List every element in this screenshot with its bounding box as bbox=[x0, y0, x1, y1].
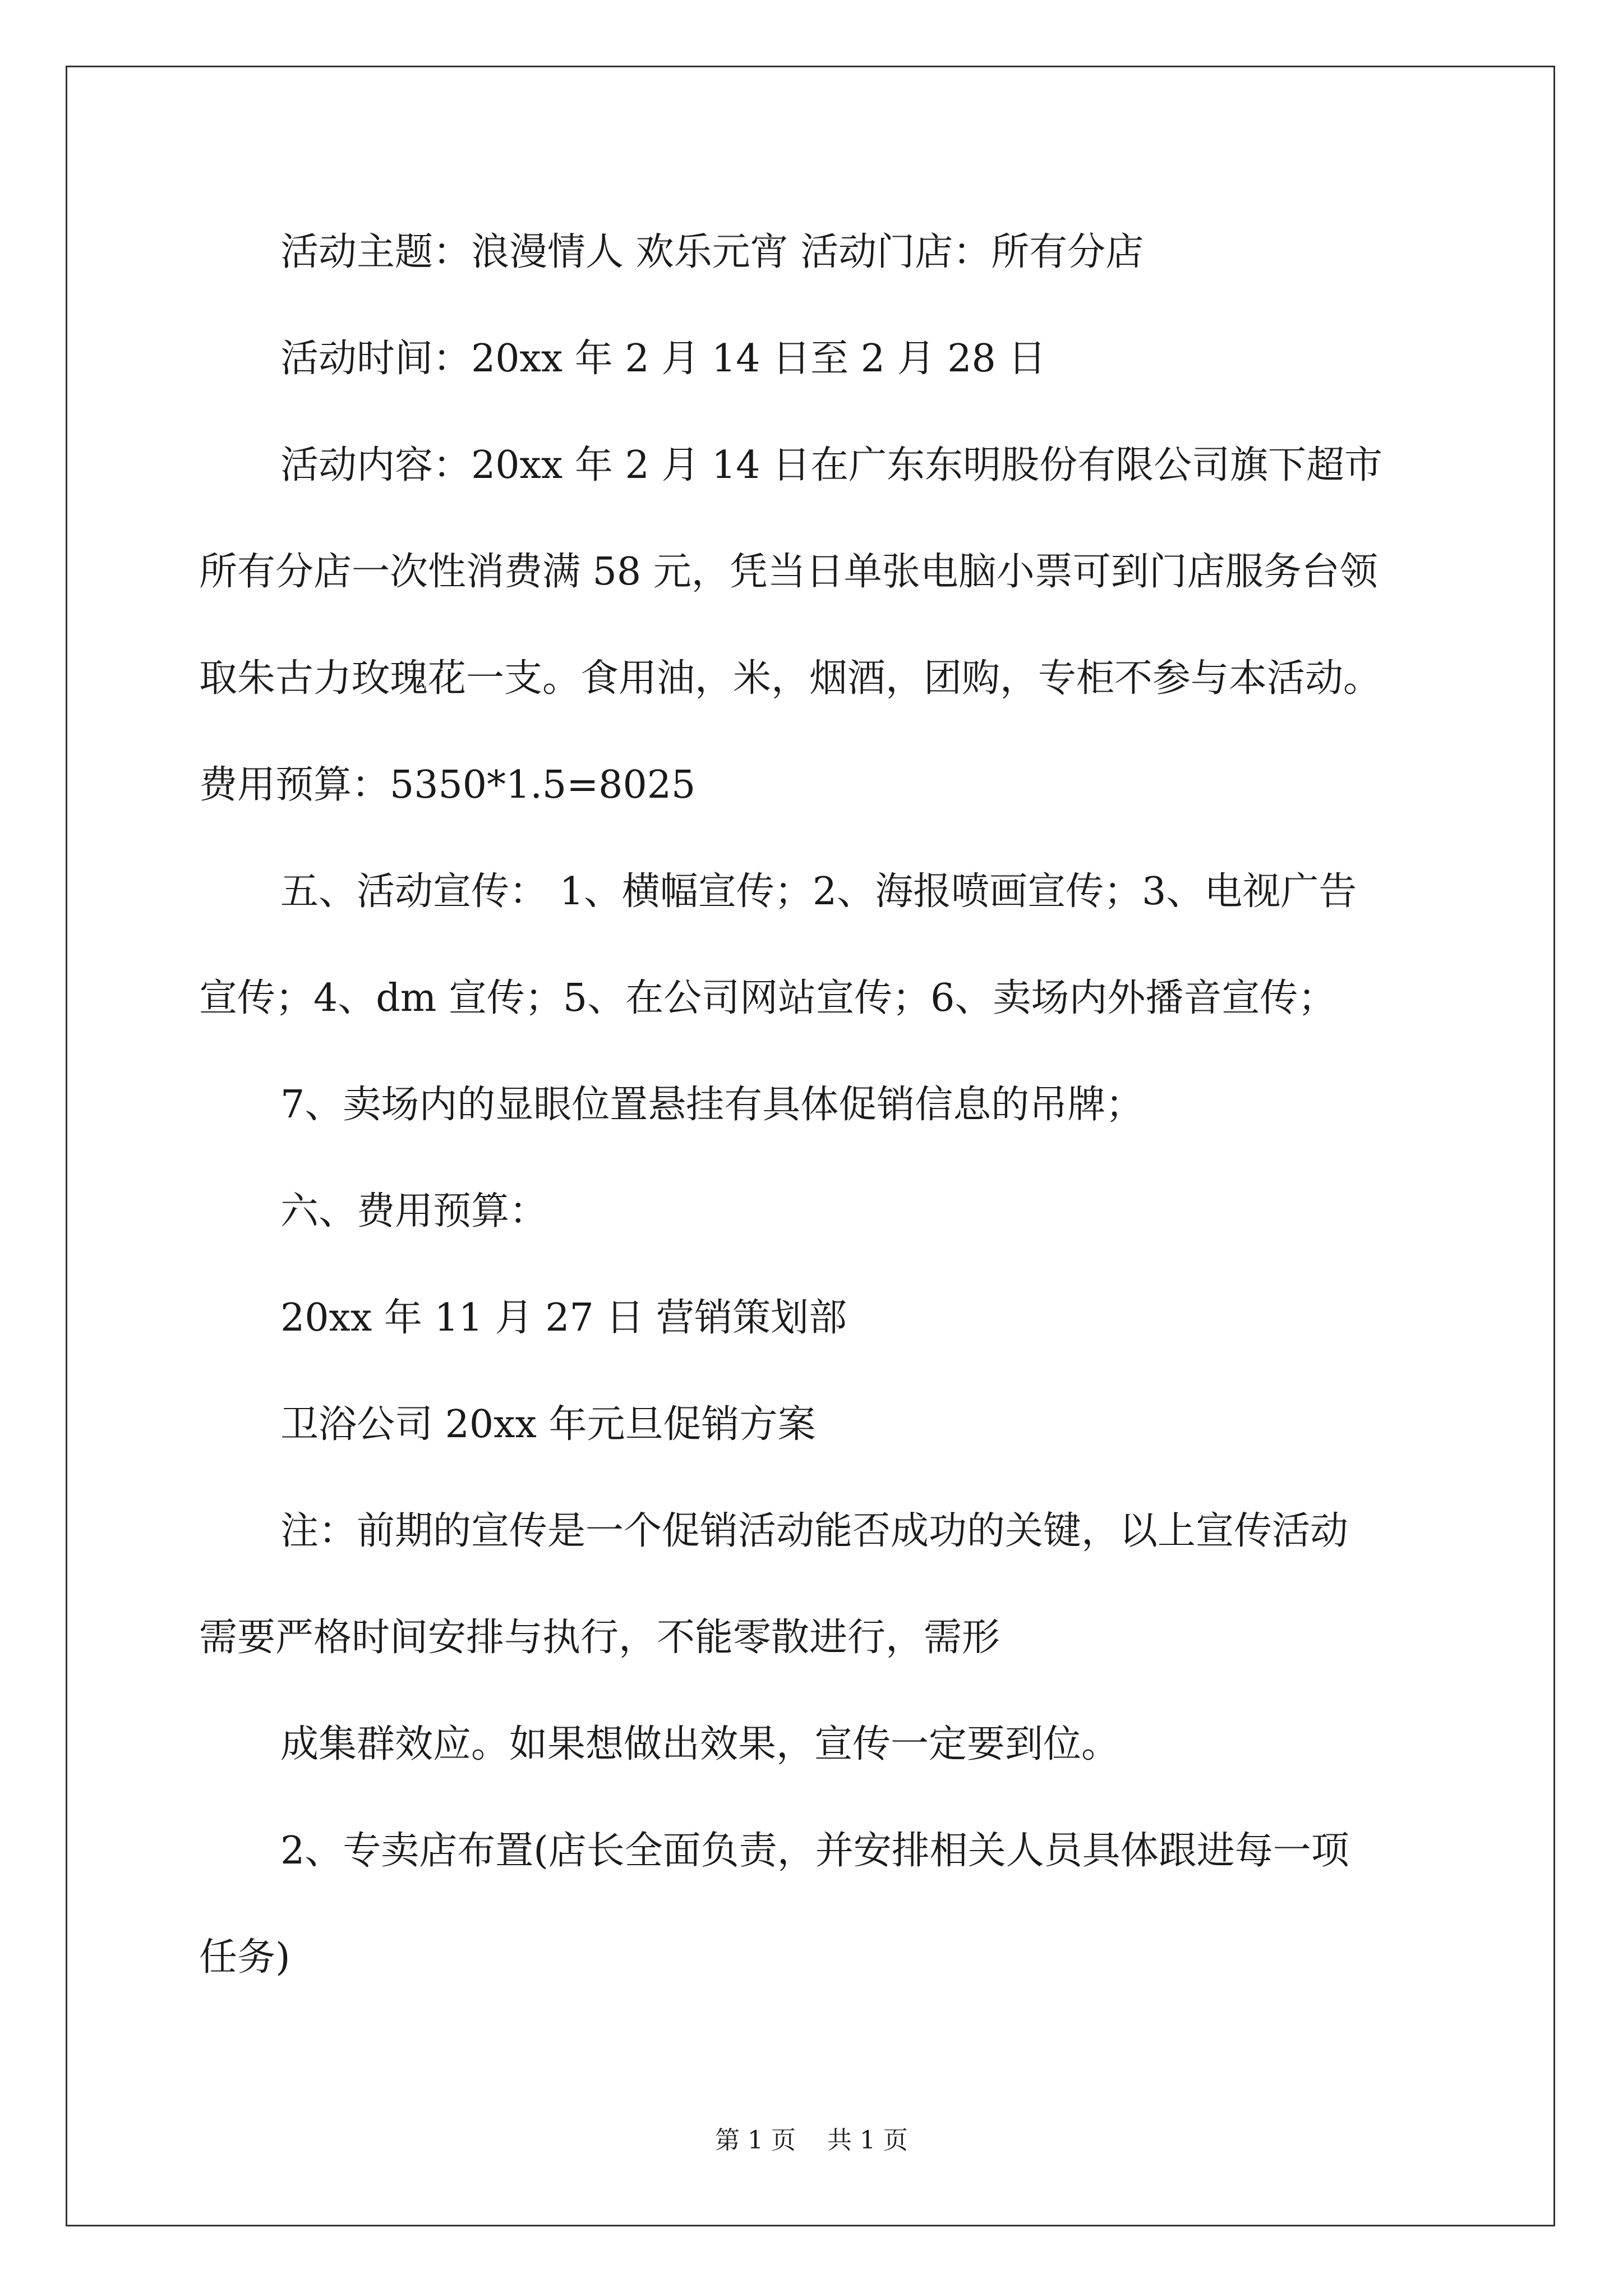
plan-title-line: 卫浴公司 20xx 年元旦促销方案 bbox=[280, 1402, 816, 1447]
budget-line: 费用预算：5350*1.5=8025 bbox=[199, 763, 696, 807]
promotion-line-2: 宣传；4、dm 宣传；5、在公司网站宣传；6、卖场内外播音宣传； bbox=[199, 976, 1336, 1020]
note-line-3: 成集群效应。如果想做出效果，宣传一定要到位。 bbox=[280, 1722, 1120, 1766]
activity-theme-line: 活动主题：浪漫情人 欢乐元宵 活动门店：所有分店 bbox=[280, 230, 1144, 274]
date-department-line: 20xx 年 11 月 27 日 营销策划部 bbox=[280, 1296, 847, 1340]
section-six-heading: 六、费用预算： bbox=[280, 1189, 548, 1234]
store-layout-line-1: 2、专卖店布置(店长全面负责，并安排相关人员具体跟进每一项 bbox=[280, 1829, 1349, 1873]
page-footer: 第 1 页 共 1 页 bbox=[715, 2126, 908, 2155]
activity-content-line-3: 取朱古力玫瑰花一支。食用油，米，烟酒，团购，专柜不参与本活动。 bbox=[199, 656, 1382, 701]
note-line-1: 注：前期的宣传是一个促销活动能否成功的关键，以上宣传活动 bbox=[280, 1509, 1349, 1553]
promotion-line-1: 五、活动宣传： 1、横幅宣传；2、海报喷画宣传；3、电视广告 bbox=[280, 869, 1357, 914]
activity-time-line: 活动时间：20xx 年 2 月 14 日至 2 月 28 日 bbox=[280, 337, 1046, 381]
page-border bbox=[66, 66, 1555, 2226]
activity-content-line-1: 活动内容：20xx 年 2 月 14 日在广东东明股份有限公司旗下超市 bbox=[280, 443, 1383, 487]
note-line-2: 需要严格时间安排与执行，不能零散进行，需形 bbox=[199, 1616, 1000, 1660]
store-layout-line-2: 任务) bbox=[199, 1935, 291, 1980]
promotion-line-3: 7、卖场内的显眼位置悬挂有具体促销信息的吊牌； bbox=[280, 1083, 1144, 1127]
activity-content-line-2: 所有分店一次性消费满 58 元，凭当日单张电脑小票可到门店服务台领 bbox=[199, 550, 1378, 594]
